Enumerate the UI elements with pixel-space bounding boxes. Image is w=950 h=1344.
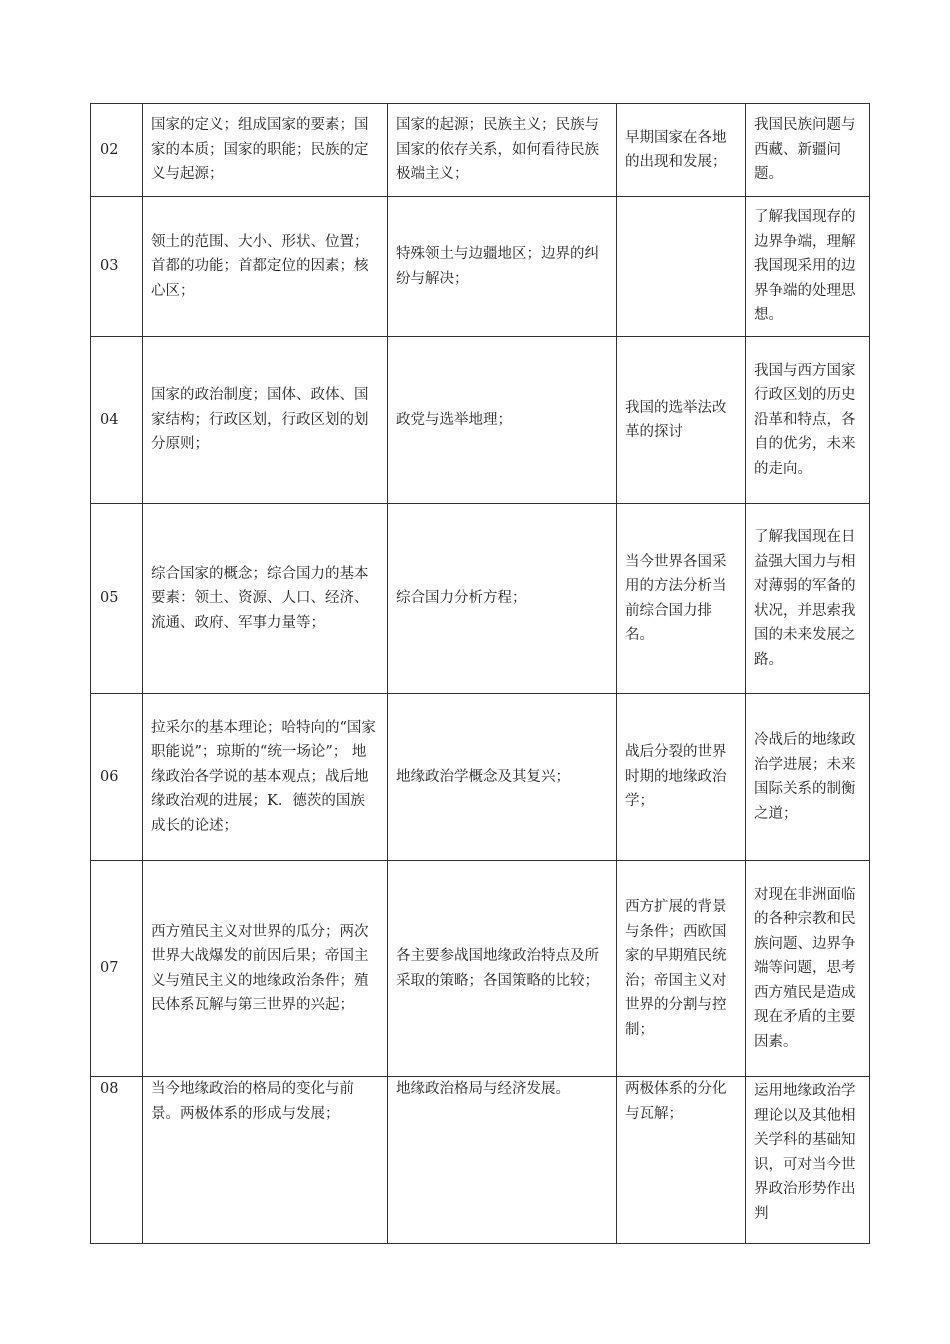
key-content-cell: 各主要参战国地缘政治特点及所采取的策略；各国策略的比较；	[388, 861, 617, 1077]
extension-cell: 早期国家在各地的出现和发展；	[617, 104, 746, 197]
thinking-cell: 我国民族问题与西藏、新疆问题。	[746, 104, 870, 197]
table-row	[91, 861, 870, 1077]
basic-content-cell: 综合国家的概念；综合国力的基本要素：领土、资源、人口、经济、流通、政府、军事力量等；	[143, 504, 388, 694]
thinking-cell: 了解我国现在日益强大国力与相对薄弱的军备的状况，并思索我国的未来发展之路。	[746, 504, 870, 694]
basic-content-cell: 领土的范围、大小、形状、位置；首都的功能；首都定位的因素；核心区；	[143, 197, 388, 337]
row-number: 08	[91, 1077, 143, 1244]
table-row	[91, 504, 870, 694]
row-number: 07	[91, 861, 143, 1077]
thinking-cell: 了解我国现存的边界争端，理解我国现采用的边界争端的处理思想。	[746, 197, 870, 337]
extension-cell: 我国的选举法改革的探讨	[617, 337, 746, 504]
table-row	[91, 1077, 870, 1244]
extension-cell: 西方扩展的背景与条件；西欧国家的早期殖民统治；帝国主义对世界的分割与控制；	[617, 861, 746, 1077]
basic-content-cell: 西方殖民主义对世界的瓜分；两次世界大战爆发的前因后果；帝国主义与殖民主义的地缘政治条件；殖民体系瓦解与第三世界的兴起；	[143, 861, 388, 1077]
row-number: 05	[91, 504, 143, 694]
thinking-cell: 冷战后的地缘政治学进展；未来国际关系的制衡之道；	[746, 694, 870, 861]
key-content-cell: 地缘政治格局与经济发展。	[388, 1077, 617, 1244]
basic-content-cell: 拉采尔的基本理论；哈特向的“国家职能说”；琼斯的“统一场论”； 地缘政治各学说的基本观点；战后地缘政治观的进展；K．德茨的国族成长的论述；	[143, 694, 388, 861]
basic-content-cell: 当今地缘政治的格局的变化与前景。两极体系的形成与发展；	[143, 1077, 388, 1244]
key-content-cell: 政党与选举地理；	[388, 337, 617, 504]
thinking-cell: 我国与西方国家行政区划的历史沿革和特点，各自的优劣，未来的走向。	[746, 337, 870, 504]
key-content-cell: 特殊领土与边疆地区；边界的纠纷与解决；	[388, 197, 617, 337]
row-number: 03	[91, 197, 143, 337]
basic-content-cell: 国家的政治制度；国体、政体、国家结构；行政区划，行政区划的划分原则；	[143, 337, 388, 504]
extension-cell: 战后分裂的世界时期的地缘政治学；	[617, 694, 746, 861]
extension-cell: 两极体系的分化与瓦解；	[617, 1077, 746, 1244]
page	[90, 103, 870, 1244]
table-row	[91, 337, 870, 504]
row-number: 06	[91, 694, 143, 861]
table-row	[91, 197, 870, 337]
row-number: 02	[91, 104, 143, 197]
basic-content-cell: 国家的定义；组成国家的要素；国家的本质；国家的职能；民族的定义与起源；	[143, 104, 388, 197]
key-content-cell: 地缘政治学概念及其复兴；	[388, 694, 617, 861]
thinking-cell-text: 运用地缘政治学理论以及其他相关学科的基础知识，可对当今世界政治形势作出判	[754, 1083, 856, 1222]
table-row	[91, 104, 870, 197]
key-content-cell: 国家的起源；民族主义；民族与国家的依存关系，如何看待民族极端主义；	[388, 104, 617, 197]
extension-cell: 当今世界各国采用的方法分析当前综合国力排名。	[617, 504, 746, 694]
key-content-cell: 综合国力分析方程；	[388, 504, 617, 694]
thinking-cell: 对现在非洲面临的各种宗教和民族问题、边界争端等问题，思考西方殖民是造成现在矛盾的主要因素。	[746, 861, 870, 1077]
syllabus-table	[90, 103, 870, 1244]
thinking-cell	[746, 1077, 870, 1244]
table-row	[91, 694, 870, 861]
extension-cell	[617, 197, 746, 337]
row-number: 04	[91, 337, 143, 504]
